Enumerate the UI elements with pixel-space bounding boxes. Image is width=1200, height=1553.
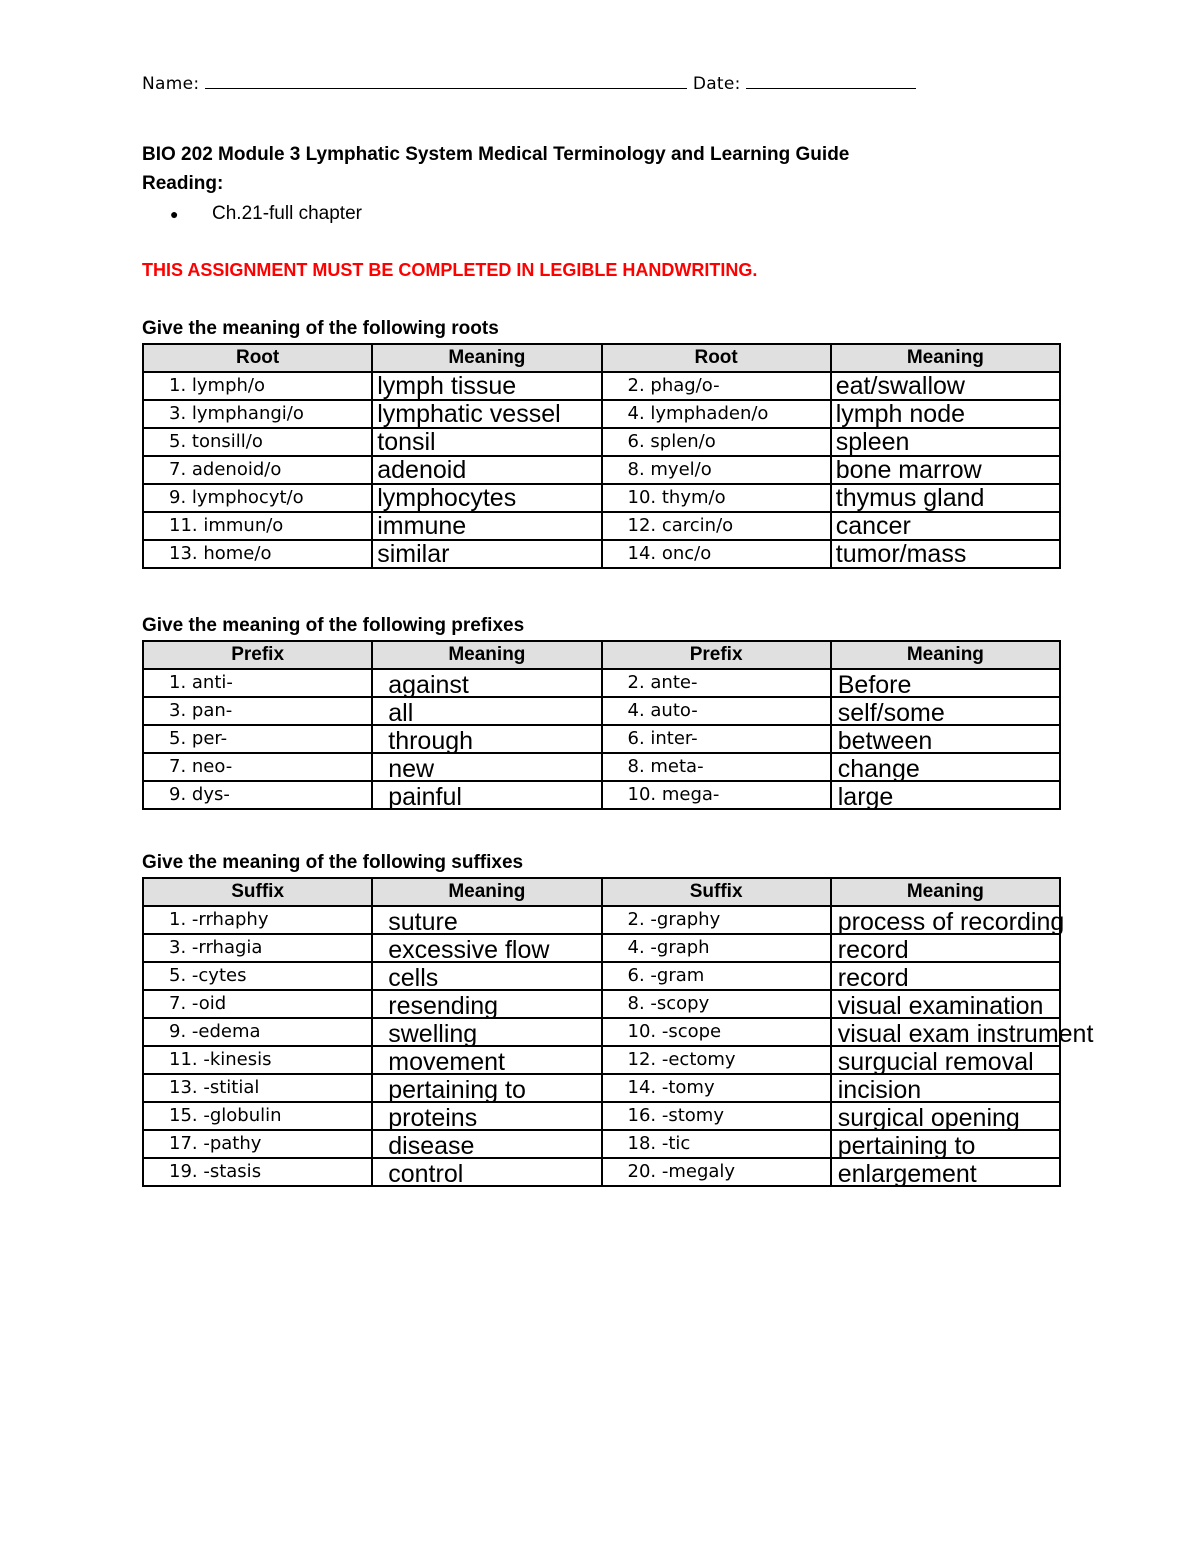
table-row	[143, 906, 1060, 934]
term-cell	[602, 906, 831, 934]
table-row	[143, 456, 1060, 484]
term-label: 2. -graphy	[627, 909, 721, 930]
handwritten-answer: between	[837, 727, 933, 755]
handwritten-answer: visual examination	[837, 992, 1044, 1020]
handwritten-answer: tonsil	[377, 428, 436, 456]
term-cell	[602, 1046, 831, 1074]
term-cell	[602, 725, 831, 753]
term-label: 5. per-	[169, 728, 228, 749]
meaning-cell[interactable]	[831, 725, 1060, 753]
meaning-cell[interactable]	[831, 456, 1060, 484]
meaning-cell[interactable]	[831, 1046, 1060, 1074]
meaning-cell[interactable]	[372, 540, 601, 568]
table-row	[143, 934, 1060, 962]
meaning-cell[interactable]	[372, 697, 601, 725]
term-cell	[143, 781, 372, 809]
term-label: 6. splen/o	[627, 431, 716, 452]
term-label: 9. dys-	[169, 784, 230, 805]
column-header: Root	[143, 344, 372, 372]
term-cell	[143, 372, 372, 400]
handwriting-warning: THIS ASSIGNMENT MUST BE COMPLETED IN LEGIBLE HANDWRITING.	[142, 260, 758, 280]
handwritten-answer: self/some	[837, 699, 945, 727]
term-label: 12. -ectomy	[627, 1049, 736, 1070]
term-label: 19. -stasis	[169, 1161, 262, 1182]
term-label: 8. meta-	[627, 756, 704, 777]
meaning-cell[interactable]	[372, 1046, 601, 1074]
term-cell	[602, 1158, 831, 1186]
table-row	[143, 428, 1060, 456]
term-cell	[143, 484, 372, 512]
meaning-cell[interactable]	[372, 428, 601, 456]
name-label: Name:	[142, 74, 200, 94]
handwritten-answer: cancer	[835, 512, 911, 540]
suffixes-table	[142, 877, 1094, 1188]
meaning-cell[interactable]	[372, 484, 601, 512]
table-row	[143, 725, 1060, 753]
handwritten-answer: record	[837, 964, 909, 992]
meaning-cell[interactable]	[372, 372, 601, 400]
bullet-icon: ●	[170, 206, 179, 222]
term-label: 3. -rrhagia	[169, 937, 263, 958]
term-label: 6. -gram	[627, 965, 705, 986]
table-row	[143, 484, 1060, 512]
meaning-cell[interactable]	[831, 428, 1060, 456]
reading-item-text: Ch.21-full chapter	[212, 203, 362, 224]
column-header: Meaning	[831, 344, 1060, 372]
handwritten-answer: through	[388, 727, 474, 755]
column-header: Meaning	[372, 641, 601, 669]
column-header: Meaning	[372, 344, 601, 372]
term-label: 4. lymphaden/o	[627, 403, 769, 424]
handwritten-answer: incision	[837, 1076, 922, 1104]
term-label: 11. -kinesis	[169, 1049, 272, 1070]
table-header-row	[143, 878, 1060, 906]
term-label: 5. -cytes	[169, 965, 247, 986]
term-label: 10. thym/o	[627, 487, 726, 508]
column-header: Prefix	[602, 641, 831, 669]
meaning-cell[interactable]	[831, 540, 1060, 568]
term-label: 11. immun/o	[169, 515, 284, 536]
term-cell	[143, 725, 372, 753]
term-cell	[602, 990, 831, 1018]
meaning-cell[interactable]	[831, 484, 1060, 512]
meaning-cell[interactable]	[831, 990, 1060, 1018]
term-label: 14. -tomy	[627, 1077, 715, 1098]
meaning-cell[interactable]	[831, 934, 1060, 962]
meaning-cell[interactable]	[831, 1018, 1094, 1048]
term-cell	[602, 484, 831, 512]
meaning-cell[interactable]	[831, 400, 1060, 428]
column-header: Meaning	[831, 641, 1060, 669]
column-header: Suffix	[143, 878, 372, 906]
term-label: 13. home/o	[169, 543, 272, 564]
table-row	[143, 400, 1060, 428]
meaning-cell[interactable]	[372, 725, 601, 753]
document-title: BIO 202 Module 3 Lymphatic System Medical Terminology and Learning Guide	[142, 144, 850, 165]
term-label: 16. -stomy	[627, 1105, 724, 1126]
term-cell	[143, 400, 372, 428]
term-label: 4. auto-	[627, 700, 698, 721]
suffixes-heading: Give the meaning of the following suffixes	[142, 852, 524, 873]
handwritten-answer: spleen	[835, 428, 910, 456]
term-label: 8. -scopy	[627, 993, 710, 1014]
handwritten-answer: against	[388, 671, 469, 699]
handwritten-answer: pertaining to	[837, 1132, 976, 1160]
meaning-cell[interactable]	[372, 906, 601, 934]
meaning-cell[interactable]	[831, 1130, 1060, 1158]
meaning-cell[interactable]	[372, 1074, 601, 1102]
term-cell	[143, 1158, 372, 1186]
table-row	[143, 697, 1060, 725]
term-label: 6. inter-	[627, 728, 698, 749]
handwritten-answer: tumor/mass	[835, 540, 967, 568]
handwritten-answer: record	[837, 936, 909, 964]
term-label: 10. -scope	[627, 1021, 722, 1042]
term-label: 9. -edema	[169, 1021, 261, 1042]
term-cell	[143, 934, 372, 962]
meaning-cell[interactable]	[372, 1018, 601, 1046]
term-label: 3. pan-	[169, 700, 233, 721]
meaning-cell[interactable]	[831, 1102, 1060, 1130]
term-cell	[143, 1046, 372, 1074]
handwritten-answer: swelling	[388, 1020, 478, 1048]
meaning-cell[interactable]	[372, 934, 601, 962]
term-cell	[602, 512, 831, 540]
meaning-cell[interactable]	[372, 1130, 601, 1158]
roots-heading: Give the meaning of the following roots	[142, 318, 499, 339]
column-header: Prefix	[143, 641, 372, 669]
column-header: Meaning	[372, 878, 601, 906]
term-label: 1. anti-	[169, 672, 233, 693]
term-cell	[143, 1018, 372, 1046]
meaning-cell[interactable]	[831, 372, 1060, 400]
term-cell	[602, 1074, 831, 1102]
term-cell	[602, 753, 831, 781]
roots-table	[142, 343, 1061, 569]
handwritten-answer: painful	[388, 783, 462, 811]
table-row	[143, 1046, 1060, 1074]
column-header: Meaning	[831, 878, 1060, 906]
meaning-cell[interactable]	[831, 962, 1060, 990]
term-cell	[602, 400, 831, 428]
handwritten-answer: pertaining to	[388, 1076, 526, 1104]
meaning-cell[interactable]	[372, 1102, 601, 1130]
term-label: 7. adenoid/o	[169, 459, 282, 480]
handwritten-answer: excessive flow	[388, 936, 550, 964]
term-cell	[143, 512, 372, 540]
term-cell	[602, 1130, 831, 1158]
handwritten-answer: suture	[388, 908, 458, 936]
term-cell	[602, 1018, 831, 1046]
meaning-cell[interactable]	[831, 1074, 1060, 1102]
handwritten-answer: thymus gland	[835, 484, 985, 512]
handwritten-answer: eat/swallow	[835, 372, 965, 400]
date-label: Date:	[692, 74, 741, 94]
term-cell	[602, 456, 831, 484]
term-cell	[143, 1074, 372, 1102]
term-label: 2. ante-	[627, 672, 698, 693]
table-row	[143, 1018, 1060, 1046]
table-row	[143, 1130, 1060, 1158]
meaning-cell[interactable]	[831, 753, 1060, 781]
term-label: 17. -pathy	[169, 1133, 262, 1154]
name-field[interactable]	[205, 74, 687, 89]
handwritten-answer: process of recording	[837, 908, 1065, 936]
meaning-cell[interactable]	[372, 781, 601, 809]
handwritten-answer: lymphatic vessel	[377, 400, 561, 428]
handwritten-answer: control	[388, 1160, 464, 1188]
term-cell	[602, 934, 831, 962]
table-row	[143, 540, 1060, 568]
term-cell	[143, 753, 372, 781]
term-cell	[602, 428, 831, 456]
handwritten-answer: Before	[837, 671, 912, 699]
term-label: 18. -tic	[627, 1133, 691, 1154]
table-header-row	[143, 344, 1060, 372]
prefixes-heading: Give the meaning of the following prefixes	[142, 615, 525, 636]
meaning-cell[interactable]	[831, 697, 1060, 725]
term-label: 10. mega-	[627, 784, 720, 805]
term-cell	[602, 669, 831, 697]
term-cell	[602, 540, 831, 568]
term-cell	[143, 540, 372, 568]
handwritten-answer: cells	[388, 964, 439, 992]
table-row	[143, 962, 1060, 990]
table-row	[143, 1102, 1060, 1130]
name-date-line	[142, 74, 916, 94]
prefixes-table	[142, 640, 1061, 810]
handwritten-answer: bone marrow	[835, 456, 982, 484]
term-label: 15. -globulin	[169, 1105, 282, 1126]
term-cell	[602, 962, 831, 990]
meaning-cell[interactable]	[372, 962, 601, 990]
meaning-cell[interactable]	[372, 753, 601, 781]
term-label: 1. lymph/o	[169, 375, 265, 396]
term-label: 12. carcin/o	[627, 515, 734, 536]
handwritten-answer: new	[388, 755, 435, 783]
term-cell	[143, 697, 372, 725]
handwritten-answer: proteins	[388, 1104, 478, 1132]
table-row	[143, 990, 1060, 1018]
handwritten-answer: surgical opening	[837, 1104, 1020, 1132]
handwritten-answer: lymph node	[835, 400, 965, 428]
term-cell	[602, 781, 831, 809]
term-cell	[602, 372, 831, 400]
handwritten-answer: large	[837, 783, 894, 811]
term-cell	[143, 1102, 372, 1130]
term-label: 7. -oid	[169, 993, 227, 1014]
term-label: 5. tonsill/o	[169, 431, 263, 452]
term-cell	[143, 456, 372, 484]
term-cell	[602, 1102, 831, 1130]
meaning-cell[interactable]	[831, 906, 1065, 936]
term-label: 14. onc/o	[627, 543, 712, 564]
term-label: 3. lymphangi/o	[169, 403, 304, 424]
term-cell	[143, 906, 372, 934]
handwritten-answer: all	[388, 699, 414, 727]
term-label: 8. myel/o	[627, 459, 712, 480]
table-row	[143, 669, 1060, 697]
handwritten-answer: lymphocytes	[377, 484, 517, 512]
handwritten-answer: visual exam instrument	[837, 1020, 1094, 1048]
handwritten-answer: surgucial removal	[837, 1048, 1034, 1076]
handwritten-answer: lymph tissue	[377, 372, 517, 400]
meaning-cell[interactable]	[372, 512, 601, 540]
term-label: 4. -graph	[627, 937, 710, 958]
term-cell	[143, 428, 372, 456]
handwritten-answer: enlargement	[837, 1160, 977, 1188]
column-header: Root	[602, 344, 831, 372]
meaning-cell[interactable]	[372, 669, 601, 697]
term-label: 9. lymphocyt/o	[169, 487, 304, 508]
term-label: 2. phag/o-	[627, 375, 720, 396]
handwritten-answer: movement	[388, 1048, 505, 1076]
table-row	[143, 1074, 1060, 1102]
term-cell	[143, 1130, 372, 1158]
column-header: Suffix	[602, 878, 831, 906]
meaning-cell[interactable]	[831, 781, 1060, 809]
table-row	[143, 1158, 1060, 1186]
handwritten-answer: change	[837, 755, 920, 783]
reading-list-item	[170, 203, 362, 225]
term-label: 1. -rrhaphy	[169, 909, 269, 930]
term-label: 7. neo-	[169, 756, 233, 777]
term-cell	[602, 697, 831, 725]
handwritten-answer: adenoid	[377, 456, 467, 484]
handwritten-answer: similar	[377, 540, 450, 568]
meaning-cell[interactable]	[831, 1158, 1060, 1186]
table-header-row	[143, 641, 1060, 669]
term-cell	[143, 990, 372, 1018]
meaning-cell[interactable]	[831, 512, 1060, 540]
meaning-cell[interactable]	[831, 669, 1060, 697]
handwritten-answer: resending	[388, 992, 499, 1020]
meaning-cell[interactable]	[372, 456, 601, 484]
handwritten-answer: disease	[388, 1132, 475, 1160]
table-row	[143, 781, 1060, 809]
meaning-cell[interactable]	[372, 990, 601, 1018]
meaning-cell[interactable]	[372, 400, 601, 428]
term-label: 20. -megaly	[627, 1161, 736, 1182]
table-row	[143, 753, 1060, 781]
term-cell	[143, 962, 372, 990]
reading-label: Reading:	[142, 173, 224, 194]
handwritten-answer: immune	[377, 512, 467, 540]
table-row	[143, 512, 1060, 540]
term-label: 13. -stitial	[169, 1077, 260, 1098]
table-row	[143, 372, 1060, 400]
date-field[interactable]	[746, 74, 916, 89]
term-cell	[143, 669, 372, 697]
meaning-cell[interactable]	[372, 1158, 601, 1186]
